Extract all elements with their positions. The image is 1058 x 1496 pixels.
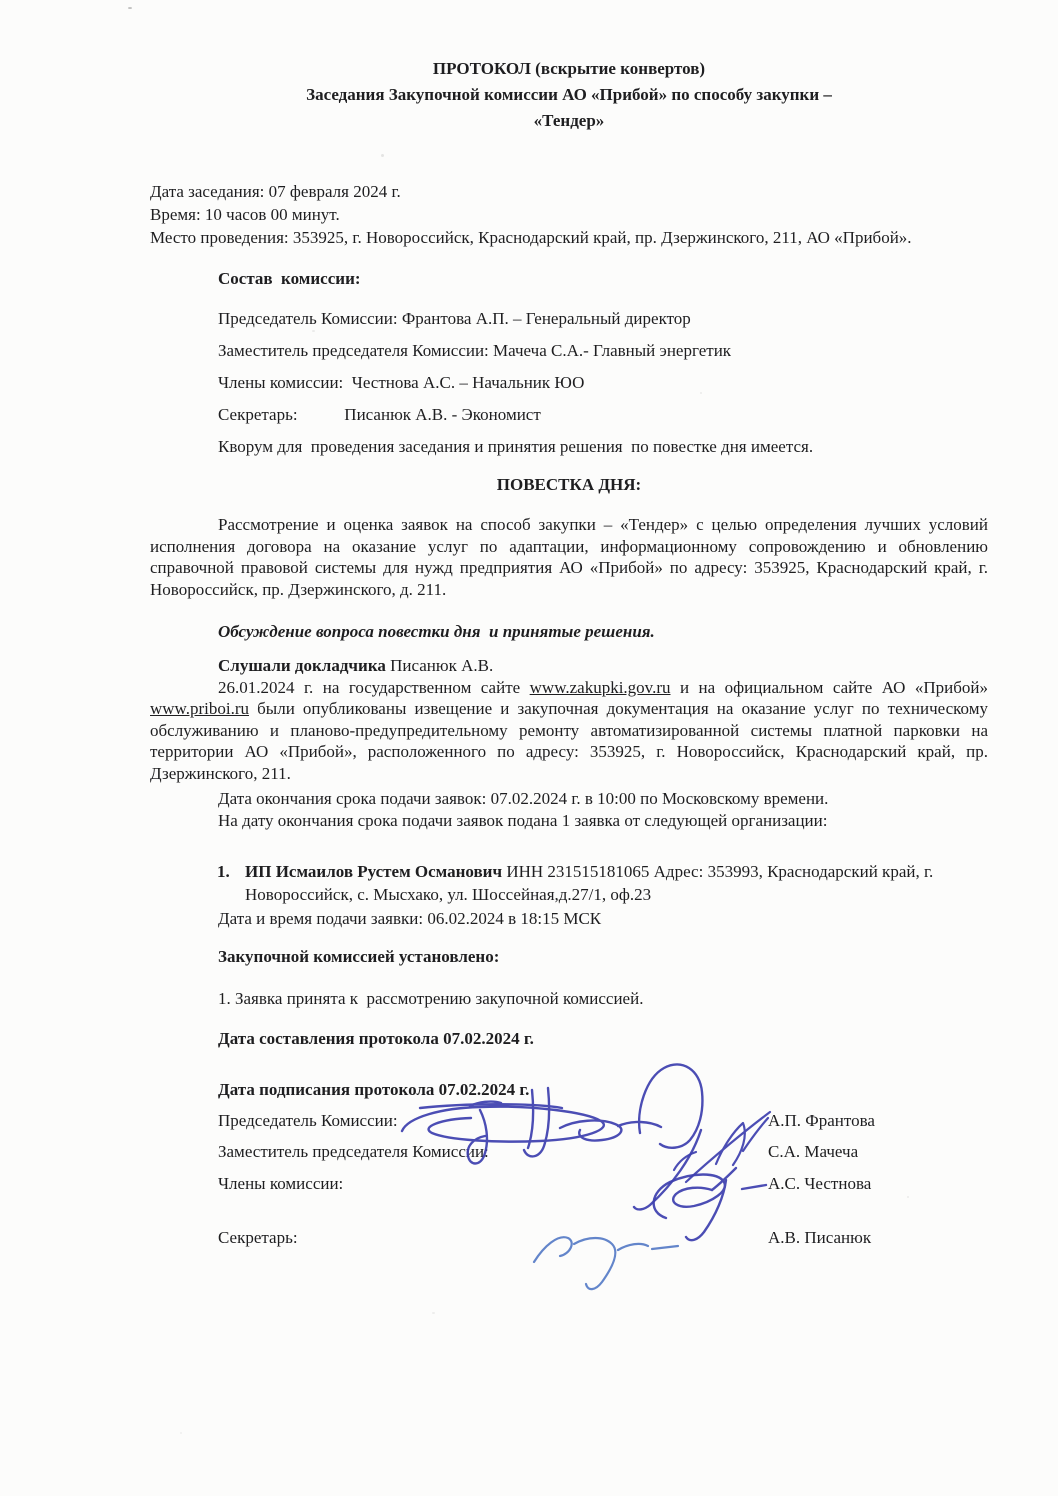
- application-item: [150, 861, 950, 906]
- speaker-name: Писанюк А.В.: [385, 656, 494, 675]
- scan-speck: [381, 154, 384, 157]
- signature-name-macheca: С.А. Мачеча: [768, 1142, 859, 1161]
- scan-speck: [128, 7, 132, 9]
- commission-deputy-line: Заместитель председателя Комиссии: Мачеча С.А.- Главный энергетик: [218, 341, 732, 360]
- quorum-statement: Кворум для проведения заседания и принятия решения по повестке дня имеется.: [218, 437, 814, 456]
- commission-member-line: Члены комиссии: Честнова А.С. – Начальник ЮО: [218, 373, 585, 392]
- protocol-composed-date-line: Дата составления протокола 07.02.2024 г.: [218, 1028, 534, 1048]
- meeting-meta: [150, 180, 988, 249]
- scan-speck: [180, 1432, 182, 1434]
- meeting-place-line: Место проведения: 353925, г. Новороссийск, Краснодарский край, пр. Дзержинского, 211, АО «Прибой».: [150, 228, 912, 247]
- signature-name-pisanyuk: А.В. Писанюк: [768, 1227, 872, 1247]
- meeting-date-line: Дата заседания: 07 февраля 2024 г.: [150, 182, 401, 201]
- application-org-name: ИП Исмаилов Рустем Османович: [245, 862, 503, 881]
- findings-heading: Закупочной комиссией установлено:: [218, 946, 500, 966]
- protocol-signed-date-line: Дата подписания протокола 07.02.2024 г.: [218, 1080, 530, 1099]
- signature-role-deputy: Заместитель председателя Комиссии:: [218, 1142, 489, 1161]
- meeting-time-line: Время: 10 часов 00 минут.: [150, 205, 340, 224]
- commission-heading: Состав комиссии:: [218, 269, 361, 288]
- application-number: 1.: [217, 862, 230, 881]
- signature-role-secretary: Секретарь:: [218, 1227, 298, 1247]
- finding-item-1: 1. Заявка принята к рассмотрению закупочной комиссией.: [218, 989, 644, 1008]
- application-org: [245, 862, 933, 904]
- document-title: [150, 56, 988, 134]
- title-line-1: ПРОТОКОЛ (вскрытие конвертов): [432, 59, 706, 78]
- signature-name-frantova: А.П. Франтова: [768, 1110, 875, 1130]
- signature-row-member: [150, 1173, 988, 1195]
- commission-secretary-line: Секретарь: Писанюк А.В. - Экономист: [218, 405, 541, 424]
- speaker-label: Слушали докладчика: [218, 656, 386, 675]
- scan-speck: [700, 392, 702, 394]
- scan-speck: [907, 1196, 909, 1198]
- signature-row-deputy: [150, 1141, 988, 1163]
- signature-row-secretary: [150, 1227, 988, 1249]
- title-line-2: Заседания Закупочной комиссии АО «Прибой» по способу закупки –: [306, 85, 832, 104]
- agenda-heading: ПОВЕСТКА ДНЯ:: [496, 474, 642, 494]
- application-org-details: ИНН 231515181065 Адрес: 353993, Краснодарский край, г. Новороссийск, с. Мысхако, ул. Шоссейная,д.27/1, оф.23: [245, 862, 934, 904]
- hearing-text-3: были опубликованы извещение и закупочная документация на оказание услуг по техническому обслуживанию и планово-предупредительному ремонту автоматизированной системы платной парковки на территории АО «Прибой», расположенного по адресу: 353925, г. Новороссийск, Краснодарский край, пр. Дзержинского, 211.: [150, 699, 988, 783]
- title-line-3: «Тендер»: [533, 111, 605, 130]
- deadline-line: Дата окончания срока подачи заявок: 07.02.2024 г. в 10:00 по Московскому времени.: [218, 789, 829, 808]
- commission-members: [150, 308, 988, 426]
- signature-row-chair: [150, 1110, 988, 1132]
- discussion-heading: Обсуждение вопроса повестки дня и принятые решения.: [218, 622, 655, 641]
- hearing-text-1: 26.01.2024 г. на государственном сайте: [218, 677, 530, 697]
- signature-block: [150, 1110, 988, 1249]
- priboi-site-link: www.priboi.ru: [150, 699, 249, 718]
- applications-received-line: На дату окончания срока подачи заявок подана 1 заявка от следующей организации:: [218, 810, 828, 830]
- zakupki-site-link: www.zakupki.gov.ru: [529, 677, 671, 697]
- scan-speck: [432, 1312, 435, 1314]
- scan-speck: [312, 330, 315, 332]
- commission-chair-line: Председатель Комиссии: Франтова А.П. – Генеральный директор: [218, 309, 691, 328]
- agenda-body: Рассмотрение и оценка заявок на способ закупки – «Тендер» с целью определения лучших условий исполнения договора на оказание услуг по адаптации, информационному сопровождению и обновлению справочной правовой системы для нужд предприятия АО «Прибой» по адресу: 353925, Краснодарский край, г. Новороссийск, пр. Дзержинского, д. 211.: [150, 515, 988, 599]
- hearing-text-2: и на официальном сайте АО «Прибой»: [670, 677, 988, 697]
- application-submitted-line: Дата и время подачи заявки: 06.02.2024 в 18:15 МСК: [218, 909, 602, 928]
- signature-name-chestnova: А.С. Честнова: [768, 1173, 872, 1193]
- signature-role-chair: Председатель Комиссии:: [218, 1110, 398, 1130]
- signature-role-member: Члены комиссии:: [218, 1173, 344, 1193]
- hearing-paragraph: [150, 677, 988, 785]
- speaker-line: [218, 655, 988, 677]
